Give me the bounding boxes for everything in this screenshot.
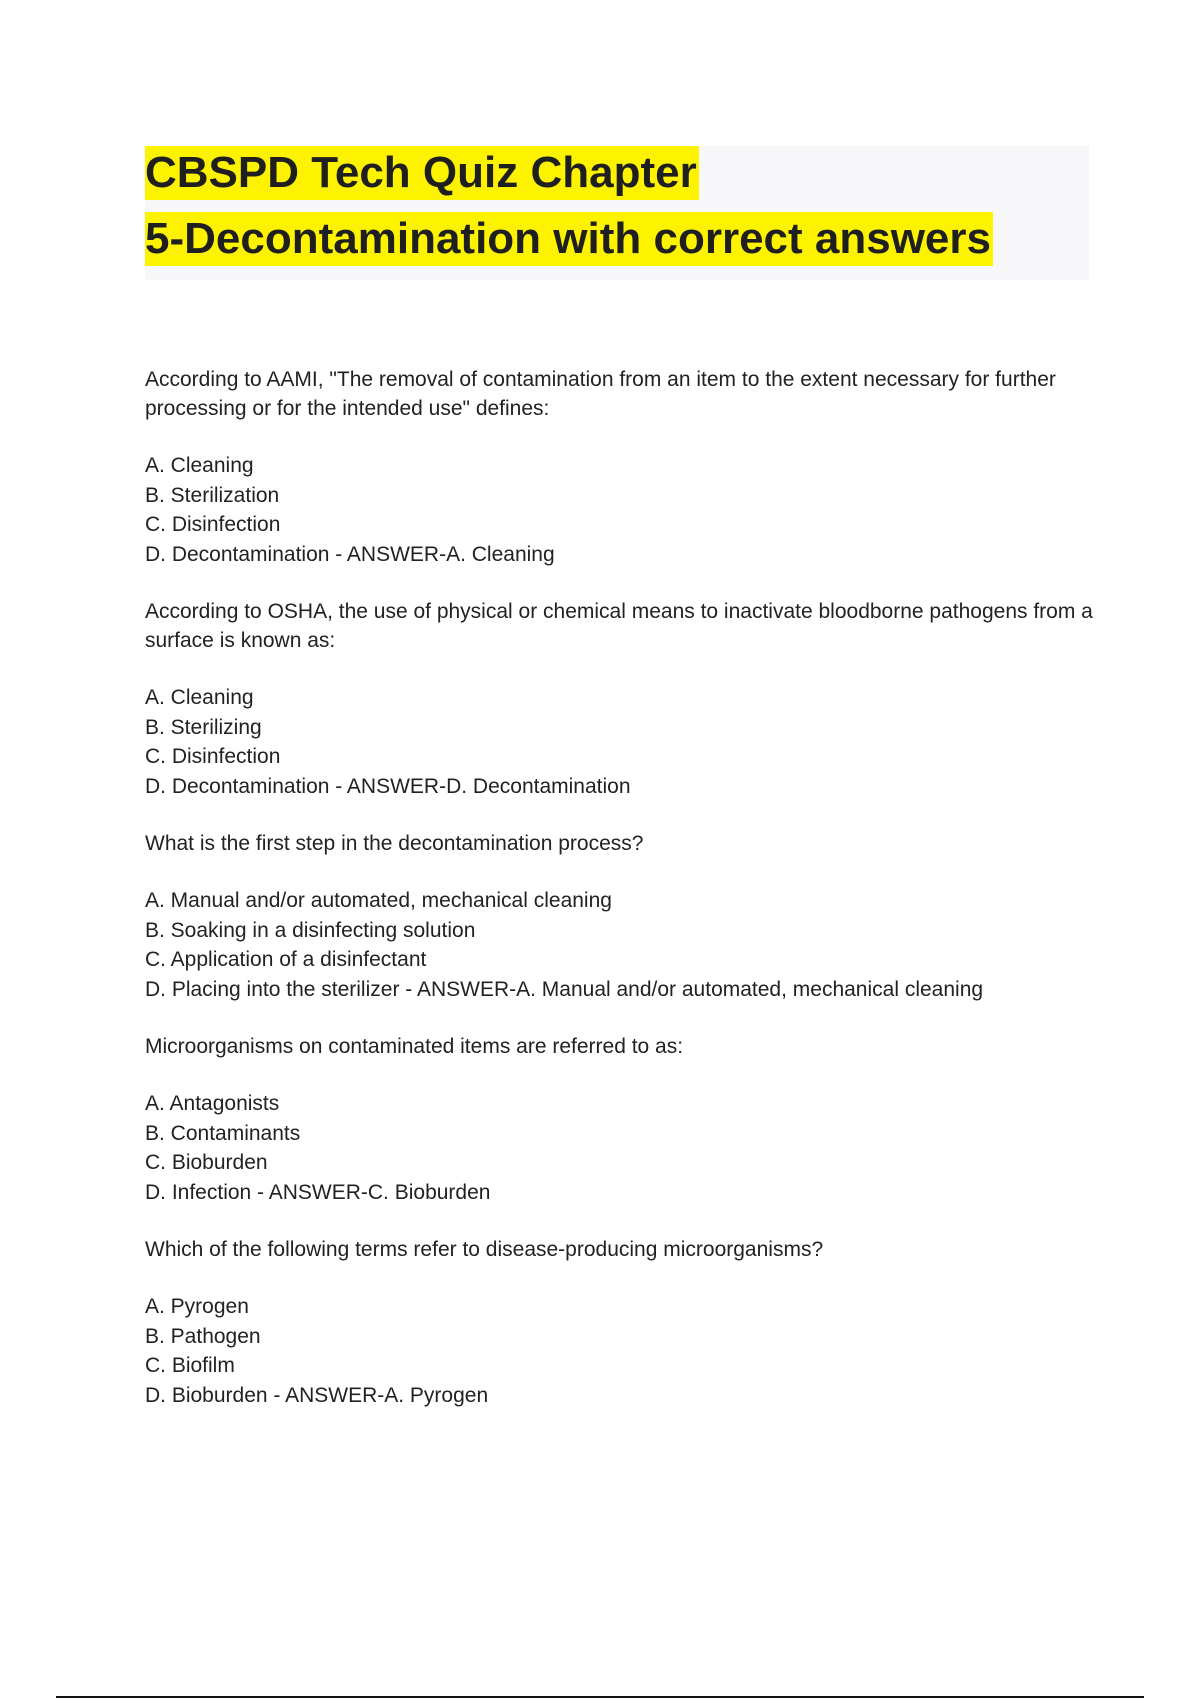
question-text: What is the first step in the decontamination process? [145,832,644,855]
question-4 [145,1032,1105,1207]
option-c: C. Biofilm [145,1354,235,1377]
option-a: A. Pyrogen [145,1295,249,1318]
question-text: According to AAMI, "The removal of contamination from an item to the extent necessary for further processing or for the intended use" defines: [145,368,1056,420]
option-c: C. Disinfection [145,745,281,768]
option-b: B. Contaminants [145,1121,301,1145]
title-line-2: 5-Decontamination with correct answers [145,212,993,266]
option-d-with-answer: D. Placing into the sterilizer - ANSWER-A. Manual and/or automated, mechanical cleaning [145,977,984,1001]
option-b: B. Soaking in a disinfecting solution [145,918,476,942]
question-1 [145,365,1105,569]
option-d-with-answer: D. Decontamination - ANSWER-A. Cleaning [145,542,555,566]
page-bottom-rule [56,1696,1144,1698]
question-text: Which of the following terms refer to disease-producing microorganisms? [145,1238,824,1261]
option-a: A. Cleaning [145,686,254,709]
option-d-with-answer: D. Decontamination - ANSWER-D. Decontamination [145,774,631,798]
option-a: A. Cleaning [145,454,254,477]
question-3 [145,829,1105,1004]
option-d-with-answer: D. Infection - ANSWER-C. Bioburden [145,1180,491,1204]
question-text: According to OSHA, the use of physical or chemical means to inactivate bloodborne pathogens from a surface is known as: [145,600,1093,652]
option-b: B. Sterilization [145,483,280,507]
option-c: C. Application of a disinfectant [145,948,427,971]
option-c: C. Bioburden [145,1151,268,1174]
option-c: C. Disinfection [145,513,281,536]
option-b: B. Pathogen [145,1324,261,1348]
question-5 [145,1235,1105,1410]
option-a: A. Antagonists [145,1092,280,1115]
question-list [145,365,1105,1438]
option-d-with-answer: D. Bioburden - ANSWER-A. Pyrogen [145,1383,489,1407]
title-line-1: CBSPD Tech Quiz Chapter [145,146,699,200]
option-b: B. Sterilizing [145,715,262,739]
document-title [145,146,1089,280]
question-2 [145,597,1105,801]
question-text: Microorganisms on contaminated items are referred to as: [145,1035,684,1058]
option-a: A. Manual and/or automated, mechanical cleaning [145,889,612,912]
